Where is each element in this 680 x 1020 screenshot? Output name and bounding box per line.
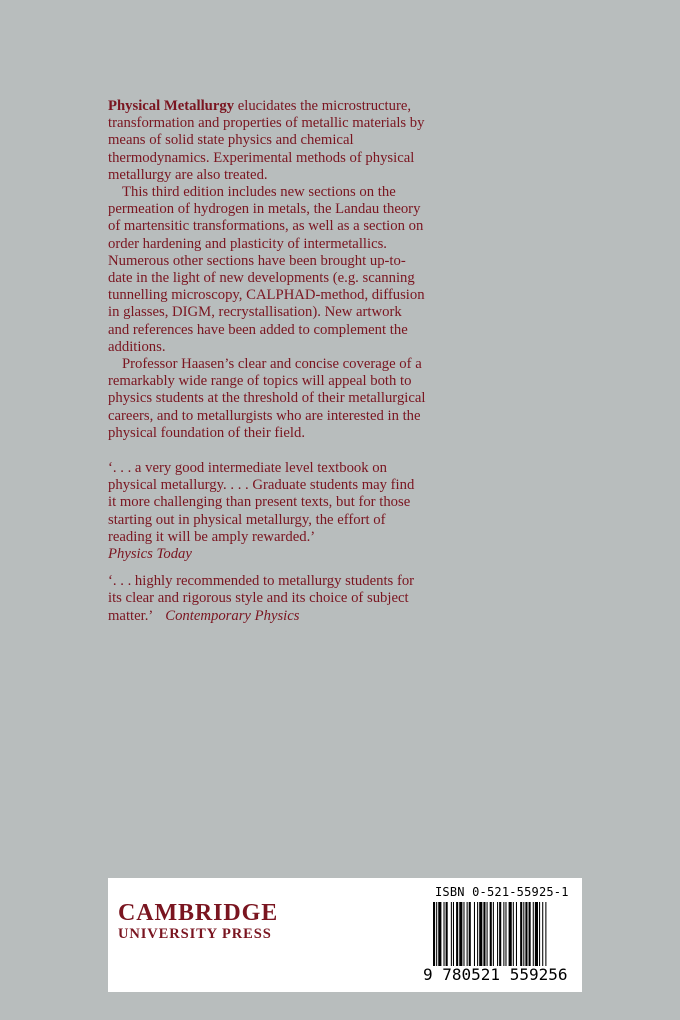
description-paragraph-1-text: elucidates the microstructure, transformation and properties of metallic materials by means of solid state physics and chemical thermodynamics. Experimental methods of physical metallurgy are also treated. <box>108 98 425 183</box>
publisher-logo <box>118 900 278 943</box>
publisher-subtitle: UNIVERSITY PRESS <box>118 926 272 942</box>
description-paragraph-3: Professor Haasen’s clear and concise coverage of a remarkably wide range of topics will appeal both to physics students at the threshold of their metallurgical careers, and to metallurgists who are interested in the physical foundation of their field. <box>108 356 426 441</box>
book-title-inline: Physical Metallurgy <box>108 98 235 114</box>
isbn-label: ISBN 0-521-55925-1 <box>435 885 569 899</box>
review-source-1: Physics Today <box>108 546 192 563</box>
barcode-icon <box>433 902 578 966</box>
review-quote-1-text: ‘. . . a very good intermediate level textbook on physical metallurgy. . . . Graduate students may find it more challenging than present texts, but for those starting out in physical metallurgy, the effort of reading it will be amply rewarded.’ <box>108 460 415 545</box>
publisher-name: CAMBRIDGE <box>118 900 279 926</box>
description-column <box>108 98 426 625</box>
description-paragraph-2: This third edition includes new sections on the permeation of hydrogen in metals, the Landau theory of martensitic transformations, as well as a section on order hardening and plasticity of intermetallics. Numerous other sections have been brought up-to-date in the light of new developments (e.g. scanning tunnelling microscopy, CALPHAD-method, diffusion in glasses, DIGM, recrystallisation). New artwork and references have been added to complement the additions. <box>108 184 425 355</box>
review-quote-2-text: ‘. . . highly recommended to metallurgy students for its clear and rigorous style and its choice of subject matter.’ <box>108 573 415 624</box>
review-quote-2 <box>108 573 426 625</box>
description-paragraph-1 <box>108 98 426 184</box>
publisher-barcode-panel <box>108 878 582 992</box>
review-quote-1 <box>108 460 426 563</box>
isbn-barcode-block <box>423 884 579 988</box>
review-source-2: Contemporary Physics <box>165 607 300 624</box>
barcode-digits: 9 780521 559256 <box>423 965 568 984</box>
